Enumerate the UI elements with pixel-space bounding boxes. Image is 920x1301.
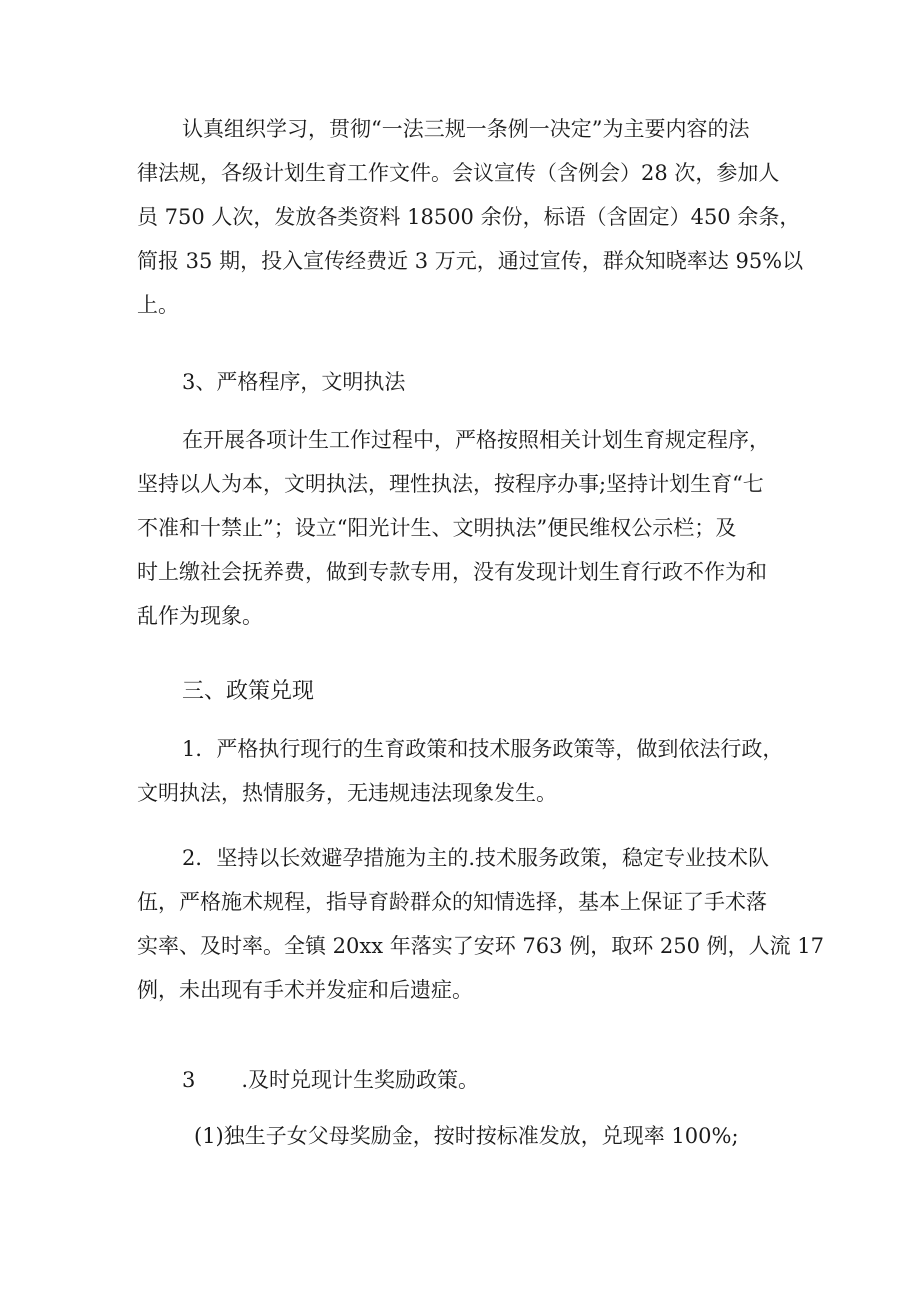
list-item-number: 3 [182, 1068, 196, 1092]
list-item-text: .及时兑现计生奖励政策。 [241, 1068, 480, 1092]
paragraph-line: 乱作为现象。 [137, 604, 263, 628]
list-item-policy-2 [137, 836, 825, 1012]
paragraph-line: 员 750 人次，发放各类资料 18500 余份，标语（含固定）450 余条， [137, 205, 801, 229]
paragraph-line: 认真组织学习，贯彻“一法三规一条例一决定”为主要内容的法 [182, 117, 750, 141]
paragraph-line: 文明执法，热情服务，无违规违法现象发生。 [137, 781, 557, 805]
paragraph-line: 不准和十禁止”；设立“阳光计生、文明执法”便民维权公示栏；及 [137, 516, 737, 540]
paragraph-line: 上。 [137, 293, 179, 317]
paragraph-line: 在开展各项计生工作过程中，严格按照相关计划生育规定程序， [182, 428, 770, 452]
paragraph-line: 实率、及时率。全镇 20xx 年落实了安环 763 例，取环 250 例，人流 17 [137, 934, 825, 958]
paragraph-study-propaganda [137, 107, 804, 327]
paragraph-line: 坚持以人为本，文明执法，理性执法，按程序办事;坚持计划生育“七 [137, 472, 764, 496]
list-item-policy-1 [137, 727, 797, 815]
paragraph-line: 例，未出现有手术并发症和后遗症。 [137, 978, 473, 1002]
list-item-policy-3 [182, 1058, 842, 1102]
section-heading-policy: 三、政策兑现 [182, 679, 315, 704]
paragraph-line: 简报 35 期，投入宣传经费近 3 万元，通过宣传，群众知晓率达 95%以 [137, 249, 804, 273]
paragraph-line: 伍，严格施术规程，指导育龄群众的知情选择，基本上保证了手术落 [137, 890, 767, 914]
paragraph-line: 1．严格执行现行的生育政策和技术服务政策等，做到依法行政， [182, 737, 784, 761]
paragraph-line: 律法规，各级计划生育工作文件。会议宣传（含例会）28 次，参加人 [137, 161, 780, 185]
paragraph-line: 时上缴社会抚养费，做到专款专用，没有发现计划生育行政不作为和 [137, 560, 767, 584]
sub-item-reward: (1)独生子女父母奖励金，按时按标准发放，兑现率 100%; [194, 1124, 739, 1148]
subheading-strict-procedure: 3、严格程序，文明执法 [182, 370, 406, 394]
paragraph-line: 2．坚持以长效避孕措施为主的.技术服务政策，稳定专业技术队 [182, 846, 770, 870]
paragraph-civilized-enforcement [137, 418, 797, 638]
